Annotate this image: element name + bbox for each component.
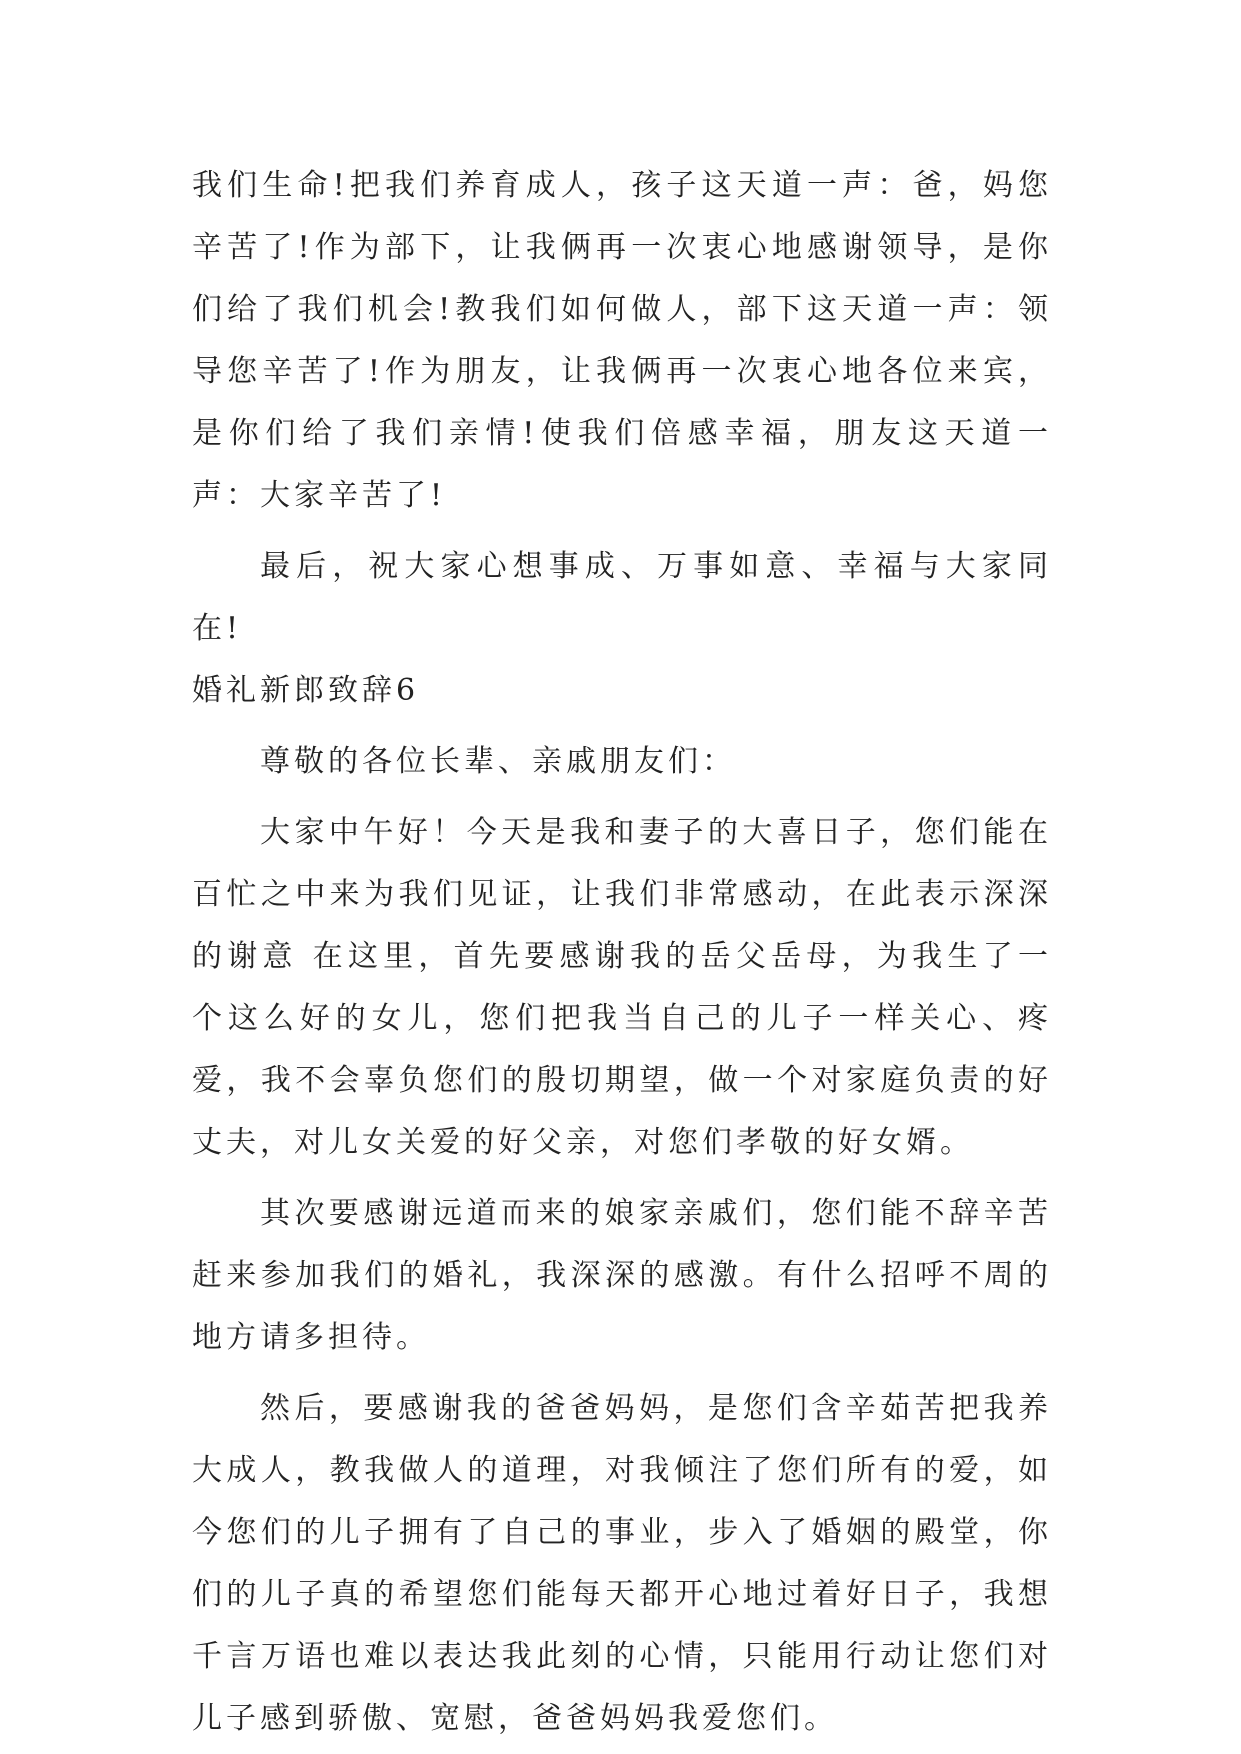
section-heading: 婚礼新郎致辞6 [192, 673, 420, 708]
document-body [192, 155, 1052, 1750]
paragraph-salutation: 尊敬的各位长辈、亲戚朋友们： [260, 744, 736, 779]
paragraph-continued: 我们生命!把我们养育成人，孩子这天道一声：爸，妈您辛苦了!作为部下，让我俩再一次衷心地感谢领导，是你们给了我们机会!教我们如何做人，部下这天道一声：领导您辛苦了!作为朋友，让我俩再一次衷心地各位来宾，是你们给了我们亲情!使我们倍感幸福，朋友这天道一声：大家辛苦了! [192, 168, 1052, 513]
paragraph-closing-wish: 最后，祝大家心想事成、万事如意、幸福与大家同在! [192, 549, 1052, 646]
paragraph-thanks-relatives: 其次要感谢远道而来的娘家亲戚们，您们能不辞辛苦赶来参加我们的婚礼，我深深的感激。有什么招呼不周的地方请多担待。 [192, 1196, 1052, 1355]
paragraph-thanks-parents: 然后，要感谢我的爸爸妈妈，是您们含辛茹苦把我养大成人，教我做人的道理，对我倾注了您们所有的爱，如今您们的儿子拥有了自己的事业，步入了婚姻的殿堂，你们的儿子真的希望您们能每天都开心地过着好日子，我想千言万语也难以表达我此刻的心情，只能用行动让您们对儿子感到骄傲、宽慰，爸爸妈妈我爱您们。 [192, 1391, 1052, 1736]
paragraph-greeting: 大家中午好！今天是我和妻子的大喜日子，您们能在百忙之中来为我们见证，让我们非常感动，在此表示深深的谢意 在这里，首先要感谢我的岳父岳母，为我生了一个这么好的女儿，您们把我当自己的儿子一样关心、疼爱，我不会辜负您们的殷切期望，做一个对家庭负责的好丈夫，对儿女关爱的好父亲，对您们孝敬的好女婿。 [192, 815, 1052, 1160]
